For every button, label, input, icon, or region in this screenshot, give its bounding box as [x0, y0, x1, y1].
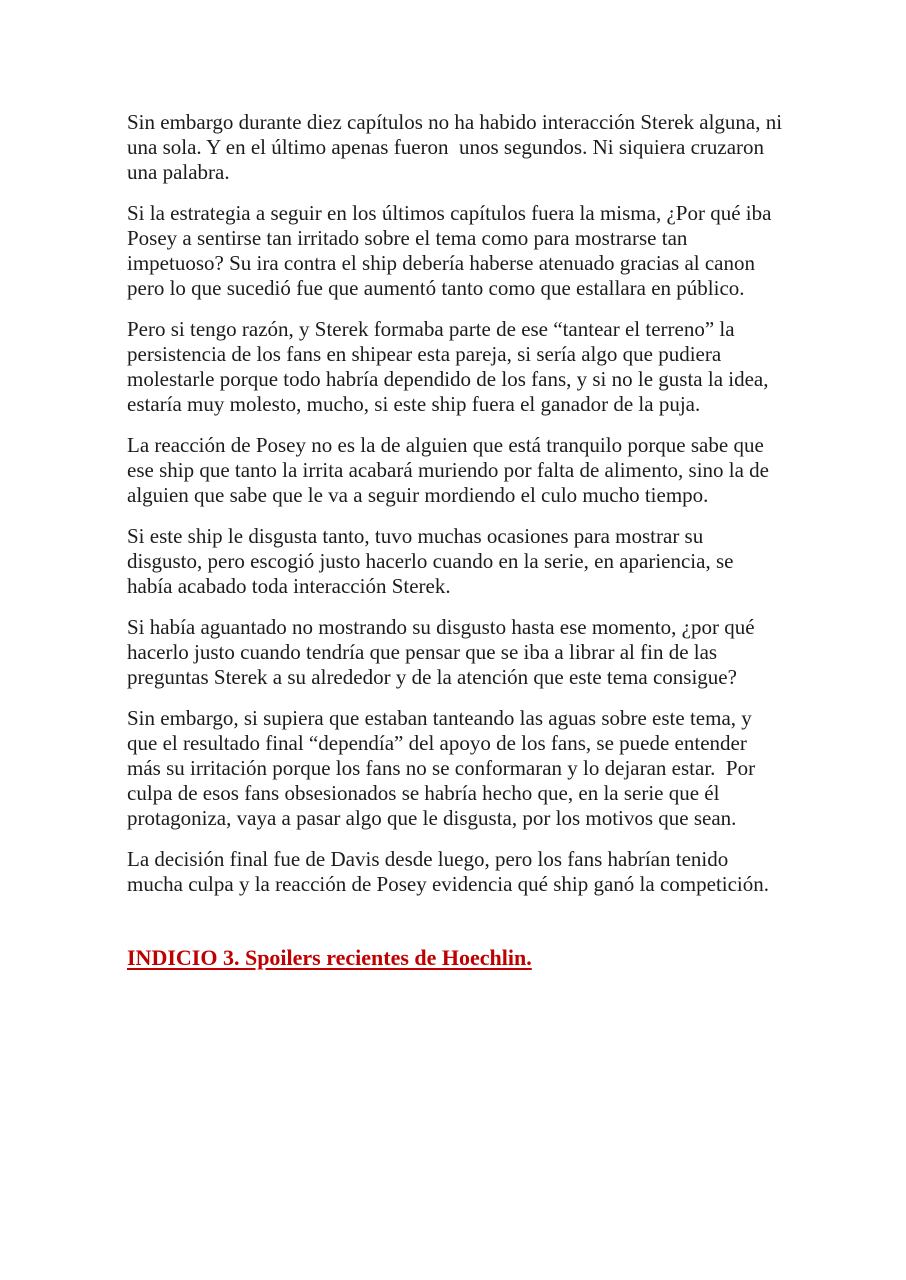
paragraph: Si había aguantado no mostrando su disgusto hasta ese momento, ¿por qué hacerlo justo cuando tendría que pensar que se iba a librar al fin de las preguntas Sterek a su alrededor y de la atención que este tema consigue? [127, 615, 760, 689]
paragraph: Sin embargo durante diez capítulos no ha habido interacción Sterek alguna, ni una sola. Y en el último apenas fueron unos segundos. Ni siquiera cruzaron una palabra. [127, 110, 788, 184]
paragraph: Si este ship le disgusta tanto, tuvo muchas ocasiones para mostrar su disgusto, pero escogió justo hacerlo cuando en la serie, en apariencia, se había acabado toda interacción Sterek. [127, 524, 739, 598]
paragraph: La reacción de Posey no es la de alguien que está tranquilo porque sabe que ese ship que tanto la irrita acabará muriendo por falta de alimento, sino la de alguien que sabe que le va a seguir mordiendo el culo mucho tiempo. [127, 433, 775, 507]
paragraph: La decisión final fue de Davis desde luego, pero los fans habrían tenido mucha culpa y la reacción de Posey evidencia qué ship ganó la competición. [127, 847, 770, 896]
paragraph: Sin embargo, si supiera que estaban tanteando las aguas sobre este tema, y que el resultado final “dependía” del apoyo de los fans, se puede entender más su irritación porque los fans no se conformaran y lo dejaran estar. Por culpa de esos fans obsesionados se habría hecho que, en la serie que él protagoniza, vaya a pasar algo que le disgusta, por los motivos que sean. [127, 706, 761, 830]
section-heading: INDICIO 3. Spoilers recientes de Hoechlin. [127, 945, 532, 970]
paragraph: Si la estrategia a seguir en los últimos capítulos fuera la misma, ¿Por qué iba Posey a sentirse tan irritado sobre el tema como para mostrarse tan impetuoso? Su ira contra el ship debería haberse atenuado gracias al canon pero lo que sucedió fue que aumentó tanto como que estallara en público. [127, 201, 777, 300]
paragraph: Pero si tengo razón, y Sterek formaba parte de ese “tantear el terreno” la persistencia de los fans en shipear esta pareja, si sería algo que pudiera molestarle porque todo habría dependido de los fans, y si no le gusta la idea, estaría muy molesto, mucho, si este ship fuera el ganador de la puja. [127, 317, 774, 416]
